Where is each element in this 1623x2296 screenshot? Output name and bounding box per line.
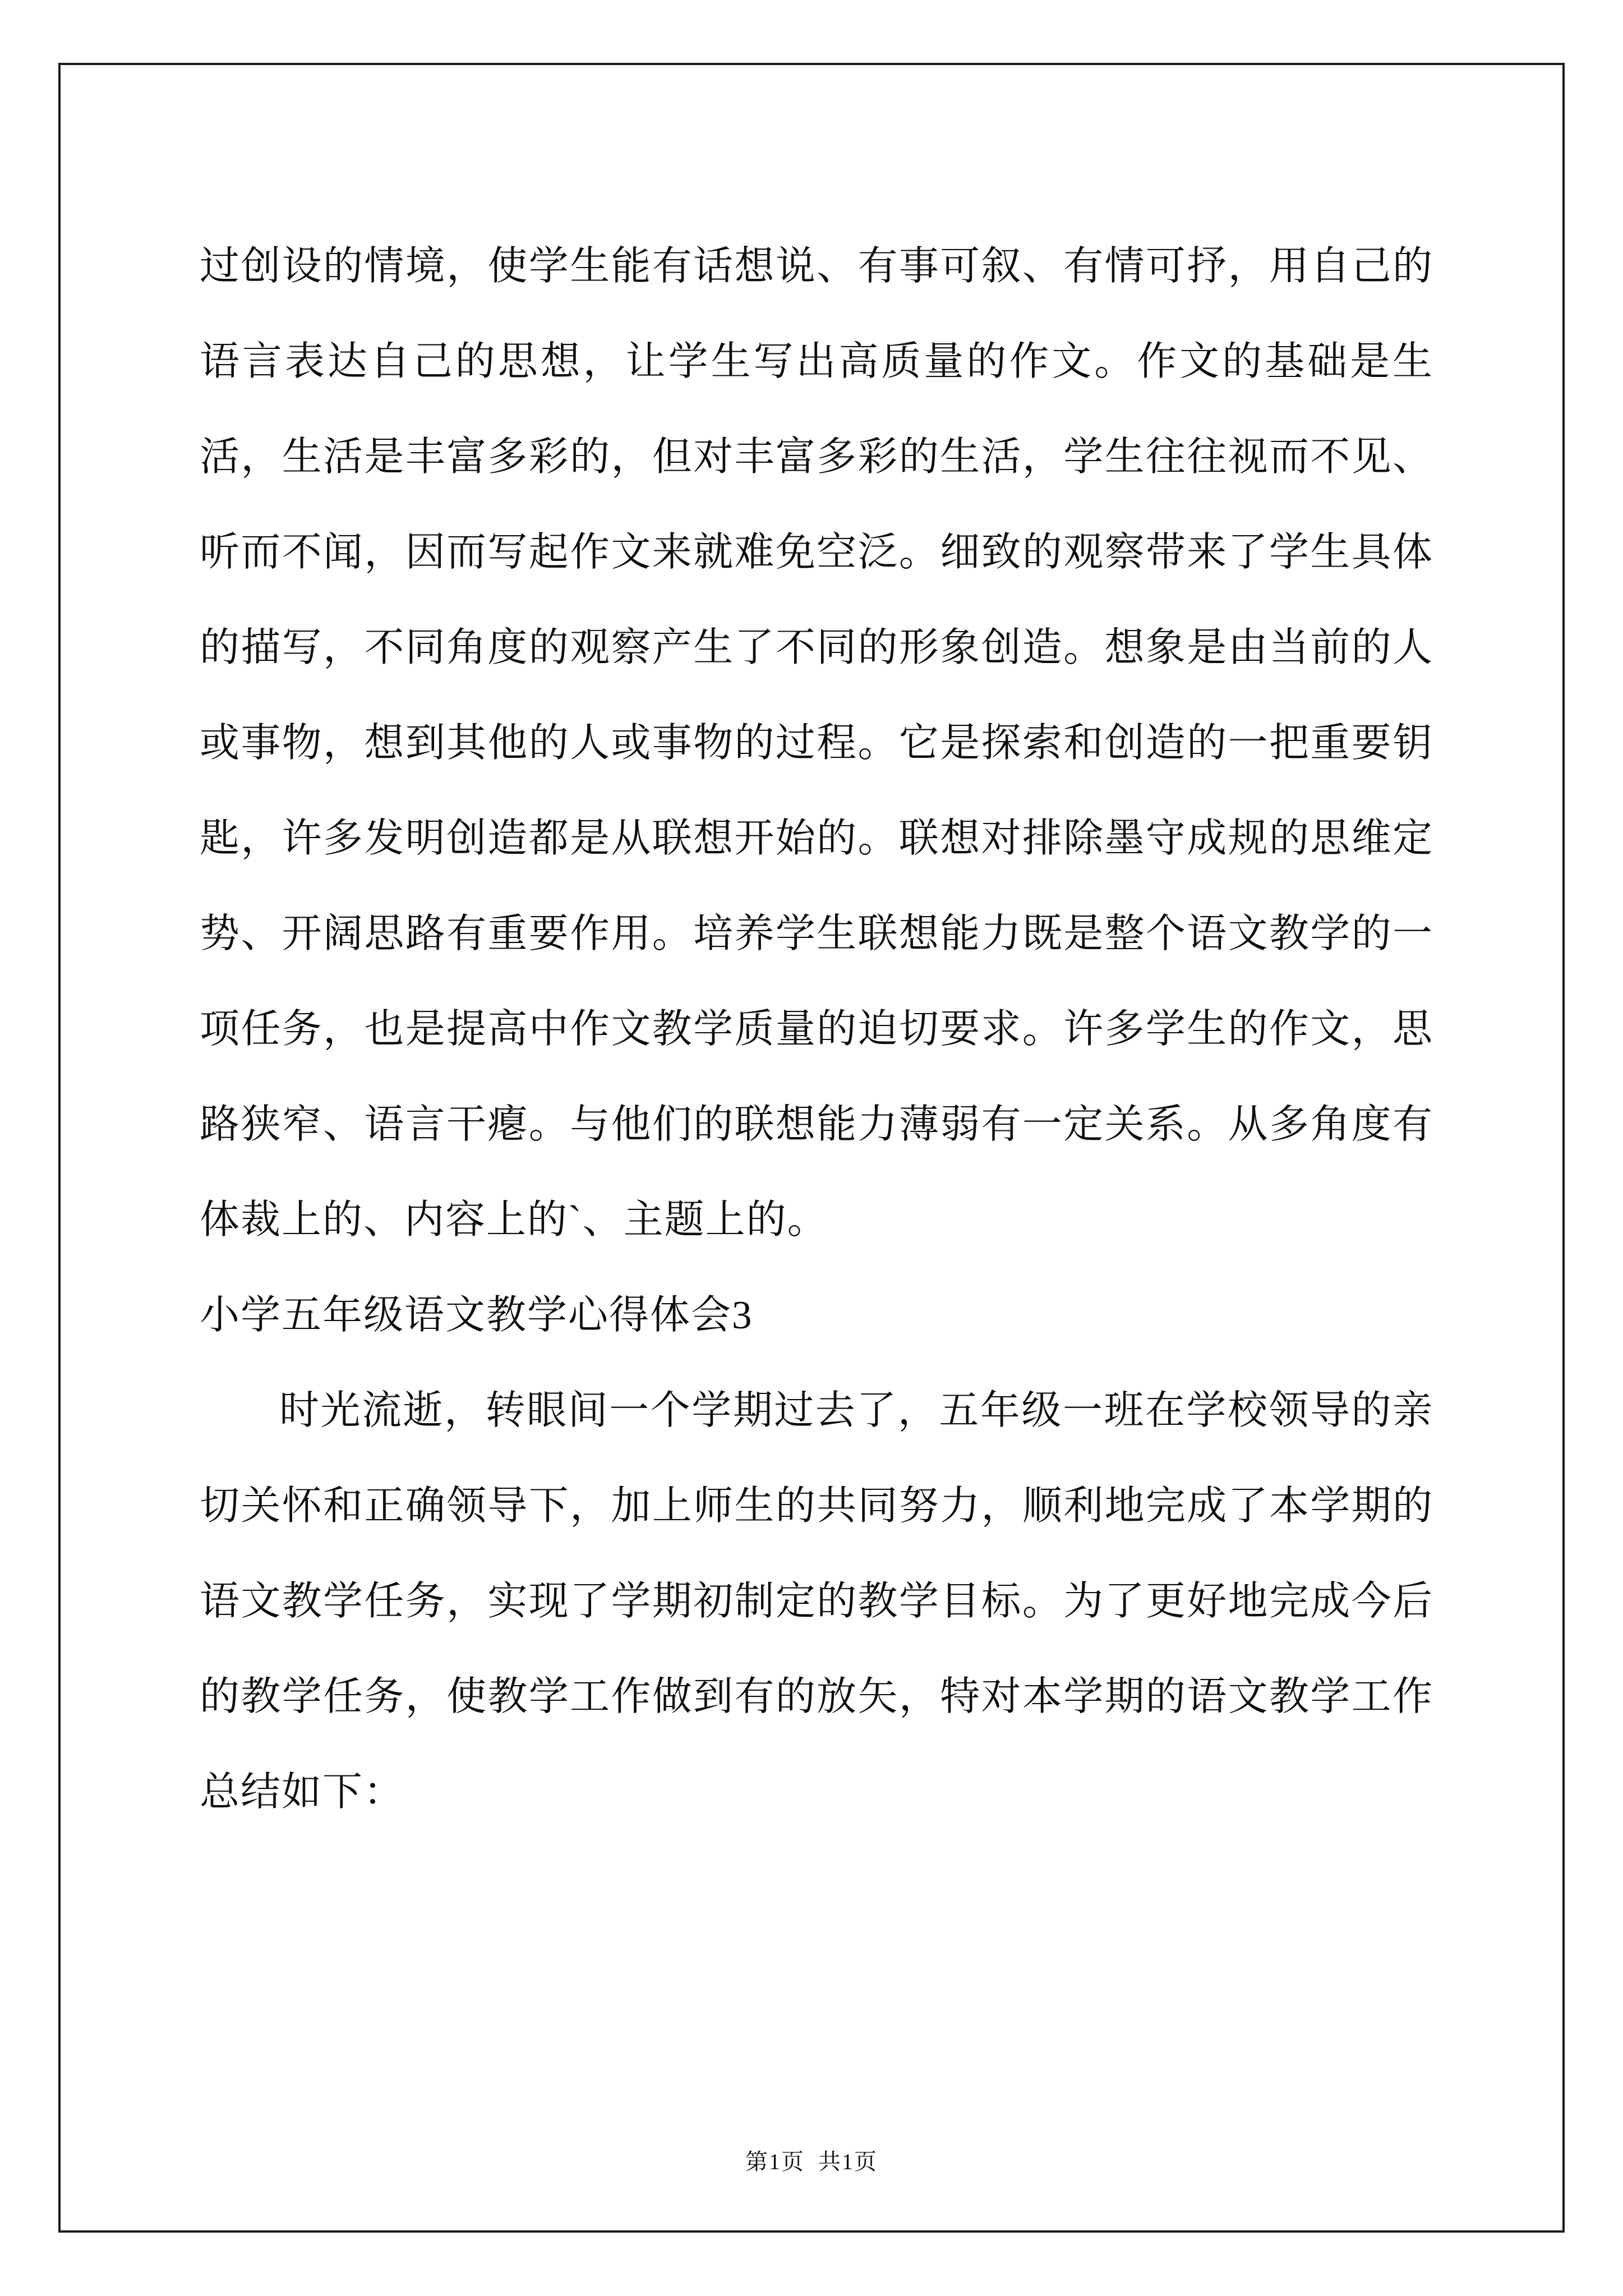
page-footer xyxy=(0,2144,1623,2176)
document-body xyxy=(200,219,1433,1840)
page-number-text: 第1页 共1页 xyxy=(745,2149,878,2174)
paragraph: 过创设的情境，使学生能有话想说、有事可叙、有情可抒，用自己的语言表达自己的思想，让学生写出高质量的作文。作文的基础是生活，生活是丰富多彩的，但对丰富多彩的生活，学生往往视而不见、听而不闻，因而写起作文来就难免空泛。细致的观察带来了学生具体的描写，不同角度的观察产生了不同的形象创造。想象是由当前的人或事物，想到其他的人或事物的过程。它是探索和创造的一把重要钥匙，许多发明创造都是从联想开始的。联想对排除墨守成规的思维定势、开阔思路有重要作用。培养学生联想能力既是整个语文教学的一项任务，也是提高中作文教学质量的迫切要求。许多学生的作文，思路狭窄、语言干瘪。与他们的联想能力薄弱有一定关系。从多角度有体裁上的、内容上的`、主题上的。 xyxy=(200,245,1433,1242)
section-heading: 小学五年级语文教学心得体会3 xyxy=(200,1294,753,1337)
paragraph: 时光流逝，转眼间一个学期过去了，五年级一班在学校领导的亲切关怀和正确领导下，加上师生的共同努力，顺利地完成了本学期的语文教学任务，实现了学期初制定的教学目标。为了更好地完成今后的教学任务，使教学工作做到有的放矢，特对本学期的语文教学工作总结如下： xyxy=(200,1389,1433,1814)
